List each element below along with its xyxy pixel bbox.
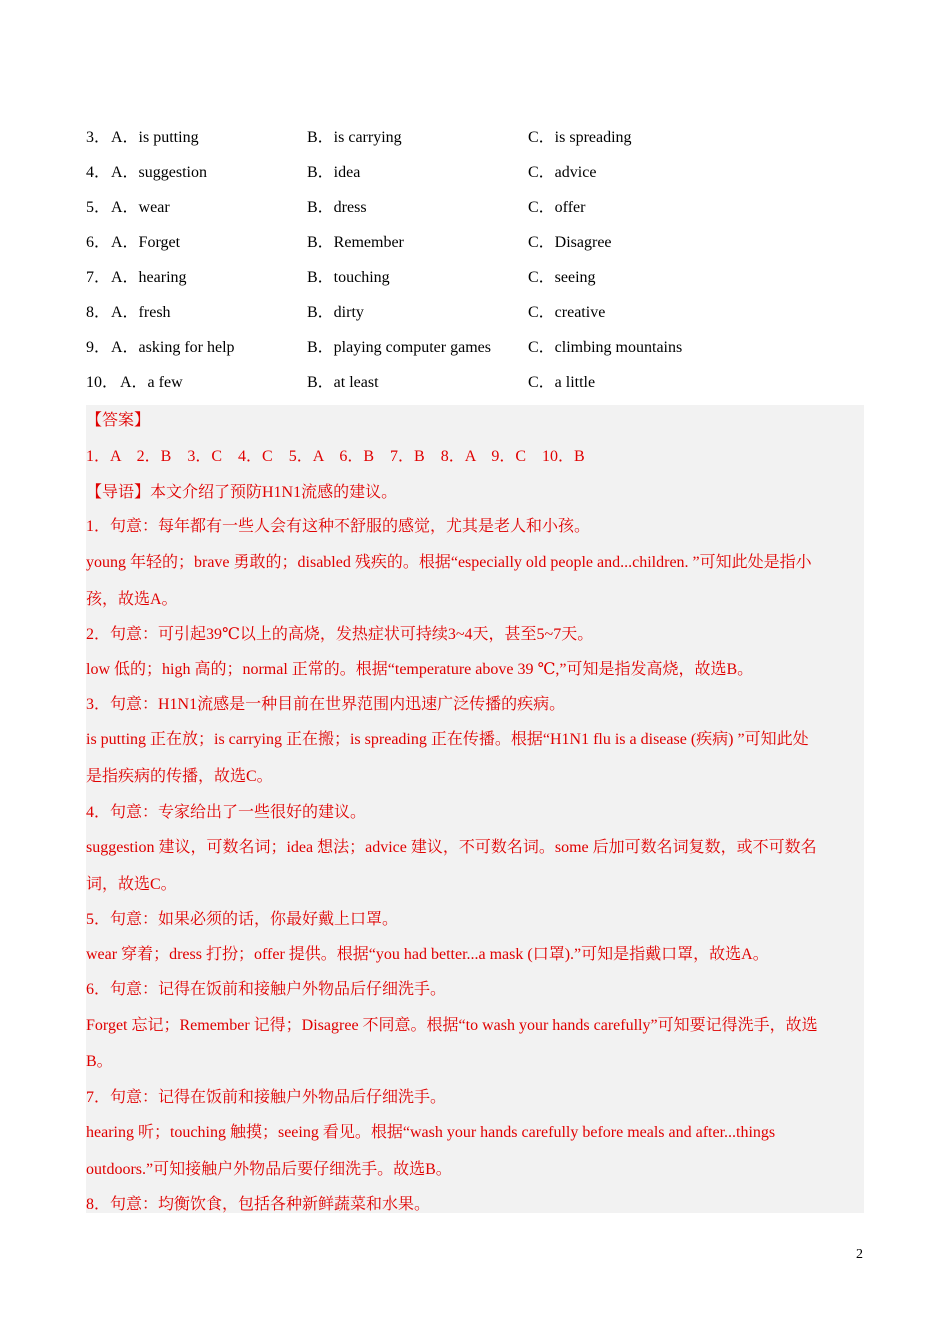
option-c: C．advice (528, 164, 597, 181)
option-a: A．asking for help (111, 339, 235, 356)
explanation-line: 7．句意：记得在饭前和接触户外物品后仔细洗手。 (86, 1089, 447, 1106)
explanation-line: 2．句意：可引起39℃以上的高烧，发热症状可持续3~4天，甚至5~7天。 (86, 626, 594, 643)
answer-heading: 【答案】 (86, 412, 151, 429)
question-number: 4． (86, 164, 111, 181)
question-number: 9． (86, 339, 111, 356)
option-a: A．fresh (111, 304, 171, 321)
explanation-line: Forget 忘记；Remember 记得；Disagree 不同意。根据“to wash your hands carefully”可知要记得洗手，故选 (86, 1017, 818, 1034)
explanation-line: 8．句意：均衡饮食，包括各种新鲜蔬菜和水果。 (86, 1196, 431, 1213)
explanation-line: 孩，故选A。 (86, 591, 178, 608)
question-row (86, 365, 866, 400)
option-a: A．Forget (111, 234, 181, 251)
option-a: A．wear (111, 199, 170, 216)
question-number: 5． (86, 199, 111, 216)
question-number: 6． (86, 234, 111, 251)
option-b: B．is carrying (307, 129, 402, 146)
option-c: C．is spreading (528, 129, 632, 146)
question-row (86, 120, 866, 155)
option-a: A．a few (120, 374, 183, 391)
option-b: B．dress (307, 199, 367, 216)
explanation-line: 5．句意：如果必须的话，你最好戴上口罩。 (86, 911, 399, 928)
explanation-line: 3．句意：H1N1流感是一种目前在世界范围内迅速广泛传播的疾病。 (86, 696, 566, 713)
option-b: B．idea (307, 164, 361, 181)
explanation-line: young 年轻的；brave 勇敢的；disabled 残疾的。根据“especially old people and...children. ”可知此处是指小 (86, 554, 812, 571)
option-b: B．dirty (307, 304, 364, 321)
question-row (86, 225, 866, 260)
option-c: C．offer (528, 199, 586, 216)
explanation-line: low 低的；high 高的；normal 正常的。根据“temperature above 39 ℃,”可知是指发高烧，故选B。 (86, 661, 754, 678)
option-a: A．hearing (111, 269, 187, 286)
page-number: 2 (856, 1247, 863, 1262)
option-a: A．suggestion (111, 164, 208, 181)
option-b: B．Remember (307, 234, 404, 251)
option-c: C．seeing (528, 269, 596, 286)
answer-keys: 1．A 2．B 3．C 4．C 5．A 6．B 7．B 8．A 9．C 10．B (86, 448, 585, 465)
question-row (86, 260, 866, 295)
explanation-line: is putting 正在放；is carrying 正在搬；is spreading 正在传播。根据“H1N1 flu is a disease (疾病) ”可知此处 (86, 731, 809, 748)
option-c: C．creative (528, 304, 606, 321)
option-b: B．touching (307, 269, 390, 286)
option-b: B．at least (307, 374, 379, 391)
explanation-line: wear 穿着；dress 打扮；offer 提供。根据“you had better...a mask (口罩).”可知是指戴口罩，故选A。 (86, 946, 769, 963)
explanation-line: 1．句意：每年都有一些人会有这种不舒服的感觉，尤其是老人和小孩。 (86, 518, 591, 535)
explanation-line: 是指疾病的传播，故选C。 (86, 768, 273, 785)
question-number: 3． (86, 129, 111, 146)
answer-section (86, 405, 864, 1213)
explanation-line: 4．句意：专家给出了一些很好的建议。 (86, 804, 367, 821)
explanation-line: 6．句意：记得在饭前和接触户外物品后仔细洗手。 (86, 981, 447, 998)
option-c: C．a little (528, 374, 596, 391)
explanation-line: B。 (86, 1053, 113, 1070)
question-row (86, 330, 866, 365)
question-row (86, 295, 866, 330)
question-row (86, 155, 866, 190)
option-a: A．is putting (111, 129, 199, 146)
option-b: B．playing computer games (307, 339, 491, 356)
question-number: 7． (86, 269, 111, 286)
question-number: 10． (86, 374, 119, 391)
option-c: C．climbing mountains (528, 339, 683, 356)
explanation-line: hearing 听；touching 触摸；seeing 看见。根据“wash your hands carefully before meals and after...things (86, 1124, 776, 1141)
option-c: C．Disagree (528, 234, 612, 251)
question-row (86, 190, 866, 225)
explanation-line: outdoors.”可知接触户外物品后要仔细洗手。故选B。 (86, 1161, 452, 1178)
answer-intro: 【导语】本文介绍了预防H1N1流感的建议。 (86, 484, 398, 501)
explanation-line: 词，故选C。 (86, 876, 177, 893)
explanation-line: suggestion 建议，可数名词；idea 想法；advice 建议，不可数名词。some 后加可数名词复数，或不可数名 (86, 839, 817, 856)
question-number: 8． (86, 304, 111, 321)
